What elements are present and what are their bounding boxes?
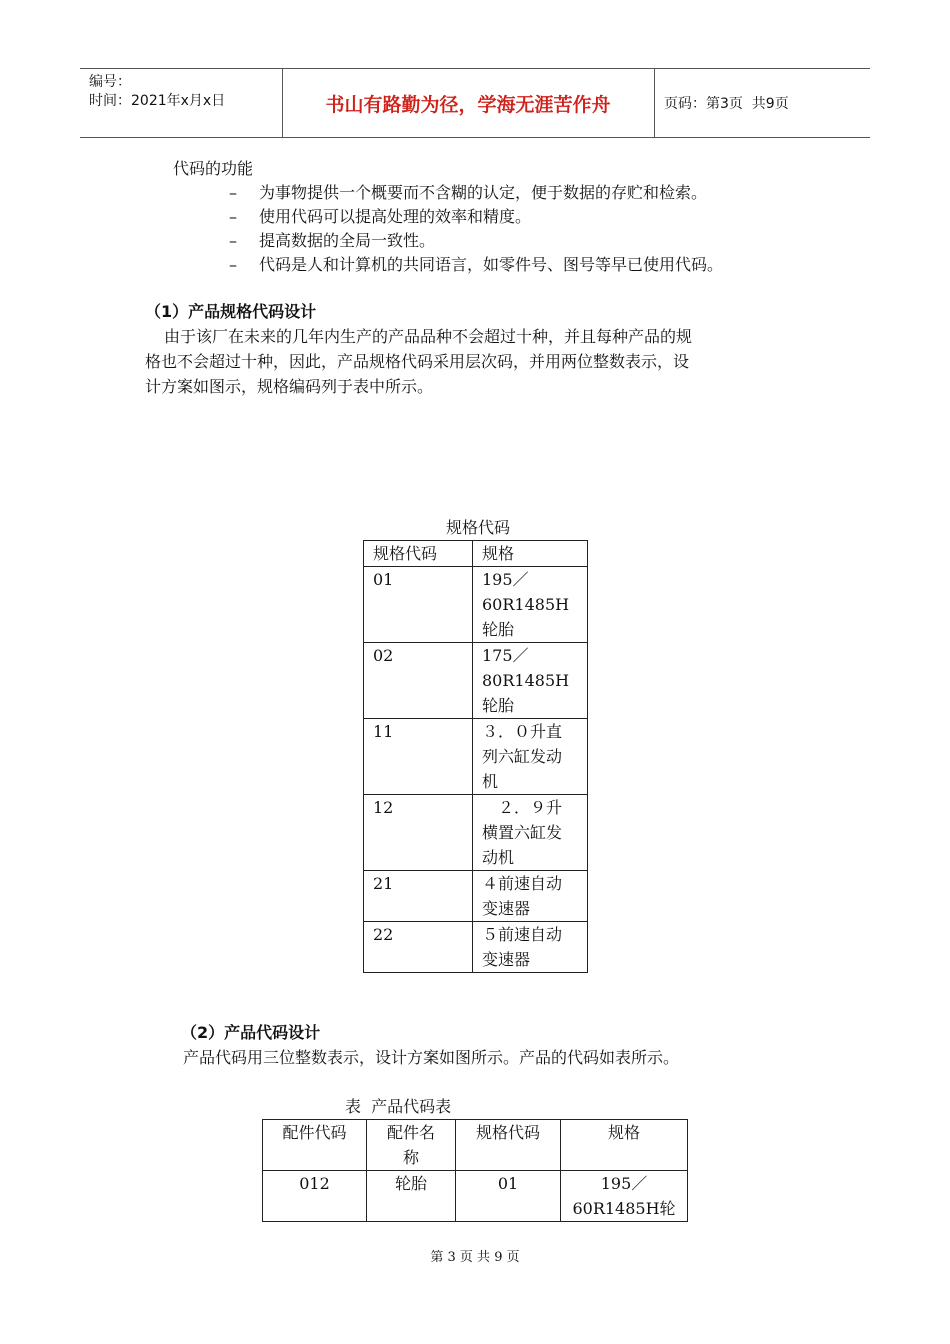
- table-header-row: [364, 541, 588, 567]
- spec-line: ３．０升直: [482, 722, 563, 741]
- table-cell: [367, 1171, 456, 1222]
- table-header-cell: [456, 1120, 561, 1171]
- section1-paragraph-line: 由于该厂在未来的几年内生产的产品品种不会超过十种，并且每种产品的规: [164, 327, 693, 346]
- page-footer: 第 3 页 共 9 页: [430, 1250, 520, 1265]
- spec-line: 变速器: [482, 899, 531, 918]
- header-number: 编号：: [89, 74, 131, 90]
- spec-line: ２．９升: [482, 798, 563, 817]
- spec-line: 175／: [482, 646, 529, 665]
- code-function-title: 代码的功能: [173, 159, 254, 178]
- cell-line: 01: [497, 1174, 519, 1193]
- table-header-row: [263, 1120, 688, 1171]
- table-cell: [263, 1171, 367, 1222]
- table-cell-code: 02: [364, 643, 473, 719]
- table-cell-spec: [473, 871, 588, 922]
- table-cell-code: 21: [364, 871, 473, 922]
- cell-line: 轮胎: [394, 1174, 427, 1193]
- header-divider: [654, 69, 655, 137]
- table-header-cell: 规格: [473, 541, 588, 567]
- header-line: 规格代码: [475, 1123, 540, 1142]
- header-line: 规格: [607, 1123, 640, 1142]
- table-cell-spec: [473, 643, 588, 719]
- header-meta: [89, 73, 225, 111]
- table-cell-spec: [473, 922, 588, 973]
- section1-paragraph-line: 格也不会超过十种，因此，产品规格代码采用层次码，并用两位整数表示，设: [145, 352, 690, 371]
- table-cell-code: 12: [364, 795, 473, 871]
- spec-line: 动机: [482, 848, 515, 867]
- table-row: [364, 922, 588, 973]
- bullet-item: 代码是人和计算机的共同语言，如零件号、图号等早已使用代码。: [259, 255, 724, 274]
- table-cell: [456, 1171, 561, 1222]
- header-line: 称: [402, 1148, 419, 1167]
- table-row: [364, 795, 588, 871]
- cell-line: 012: [299, 1174, 330, 1193]
- table-row: [263, 1171, 688, 1222]
- section1-heading: （1）产品规格代码设计: [145, 302, 317, 321]
- header-line: 配件代码: [282, 1123, 347, 1142]
- table-row: [364, 719, 588, 795]
- header-page-info: 页码：第3页 共9页: [664, 96, 789, 112]
- table-cell-code: 11: [364, 719, 473, 795]
- bullet-marker: –: [229, 207, 237, 226]
- spec-table-caption: 规格代码: [446, 518, 511, 537]
- table-cell-code: 01: [364, 567, 473, 643]
- spec-line: 轮胎: [482, 620, 515, 639]
- spec-line: 变速器: [482, 950, 531, 969]
- table-row: [364, 567, 588, 643]
- spec-line: ５前速自动: [482, 925, 563, 944]
- bullet-item: 提高数据的全局一致性。: [259, 231, 436, 250]
- cell-line: 195／: [600, 1174, 648, 1193]
- spec-line: ４前速自动: [482, 874, 563, 893]
- product-code-table: [262, 1119, 688, 1222]
- spec-line: 横置六缸发: [482, 823, 563, 842]
- table-header-cell: 规格代码: [364, 541, 473, 567]
- table-header-cell: [263, 1120, 367, 1171]
- bullet-item: 使用代码可以提高处理的效率和精度。: [259, 207, 532, 226]
- section2-paragraph: 产品代码用三位整数表示，设计方案如图所示。产品的代码如表所示。: [183, 1048, 680, 1067]
- section2-heading: （2）产品代码设计: [181, 1023, 321, 1042]
- spec-code-table: [363, 540, 588, 973]
- header-line: 配件名: [386, 1123, 435, 1142]
- table-cell: [561, 1171, 688, 1222]
- spec-line: 轮胎: [482, 696, 515, 715]
- bullet-item: 为事物提供一个概要而不含糊的认定，便于数据的存贮和检索。: [259, 183, 708, 202]
- table-cell-spec: [473, 795, 588, 871]
- section1-paragraph-line: 计方案如图示，规格编码列于表中所示。: [145, 377, 434, 396]
- bullet-marker: –: [229, 183, 237, 202]
- page-header: [80, 68, 870, 138]
- table-cell-spec: [473, 567, 588, 643]
- table-cell-spec: [473, 719, 588, 795]
- cell-line: 60R1485H轮: [572, 1199, 676, 1218]
- spec-line: 195／: [482, 570, 529, 589]
- bullet-marker: –: [229, 255, 237, 274]
- header-motto: 书山有路勤为径，学海无涯苦作舟: [325, 93, 611, 116]
- table-header-cell: [561, 1120, 688, 1171]
- spec-line: 60R1485H: [482, 595, 570, 614]
- table-row: [364, 871, 588, 922]
- table-cell-code: 22: [364, 922, 473, 973]
- spec-line: 机: [482, 772, 499, 791]
- spec-line: 80R1485H: [482, 671, 570, 690]
- table-row: [364, 643, 588, 719]
- spec-line: 列六缸发动: [482, 747, 563, 766]
- product-table-caption: 表 产品代码表: [345, 1097, 452, 1116]
- header-time: 时间：2021年x月x日: [89, 93, 226, 109]
- bullet-marker: –: [229, 231, 237, 250]
- table-header-cell: [367, 1120, 456, 1171]
